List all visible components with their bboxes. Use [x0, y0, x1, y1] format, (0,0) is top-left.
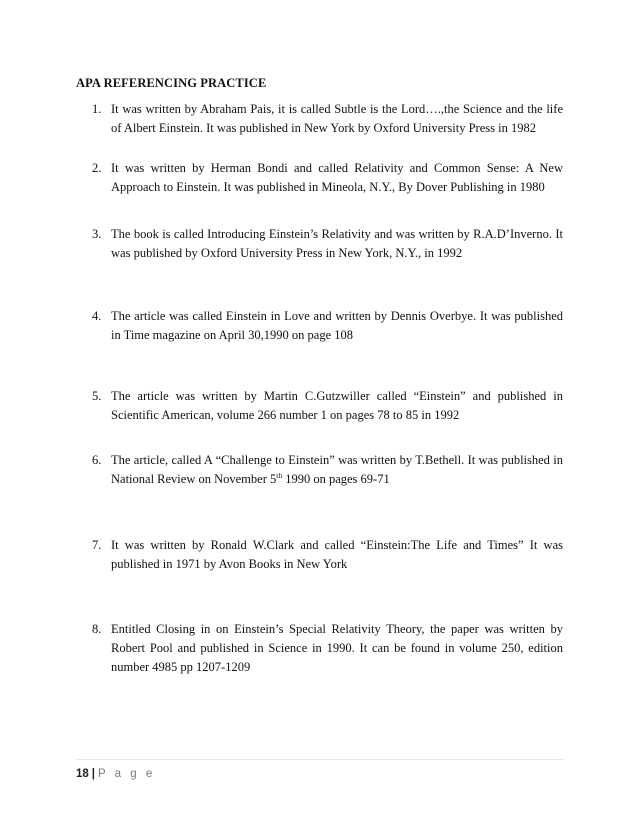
- item-number: 7.: [92, 538, 102, 552]
- item-text: The article was called Einstein in Love and written by Dennis Overbye. It was published in Time magazine on April 30,1990 on page 108: [111, 309, 563, 342]
- item-number: 5.: [92, 389, 102, 403]
- page-label: P a g e: [98, 768, 156, 780]
- item-text: It was written by Herman Bondi and called Relativity and Common Sense: A New Approach to Einstein. It was published in Mineola, N.Y., By Dover Publishing in 1980: [111, 161, 563, 194]
- list-item: [92, 159, 563, 197]
- list-item: [92, 536, 563, 574]
- page-footer: [76, 768, 155, 780]
- item-text: The book is called Introducing Einstein’s Relativity and was written by R.A.D’Inverno. It was published by Oxford University Press in New York, N.Y., in 1992: [111, 227, 563, 260]
- document-heading: APA REFERENCING PRACTICE: [76, 76, 267, 90]
- page-number: 18: [76, 768, 89, 780]
- item-text: It was written by Ronald W.Clark and called “Einstein:The Life and Times” It was published in 1971 by Avon Books in New York: [111, 538, 563, 571]
- item-number: 1.: [92, 102, 102, 116]
- item-number: 8.: [92, 622, 102, 636]
- ordinal-suffix: th: [276, 471, 283, 480]
- list-item: [92, 100, 563, 138]
- item-text: It was written by Abraham Pais, it is called Subtle is the Lord….,the Science and the life of Albert Einstein. It was published in New York by Oxford University Press in 1982: [111, 102, 563, 135]
- item-number: 6.: [92, 453, 102, 467]
- list-item: [92, 225, 563, 263]
- item-text: Entitled Closing in on Einstein’s Special Relativity Theory, the paper was written by Robert Pool and published in Science in 1990. It can be found in volume 250, edition number 4985 pp 1207-1209: [111, 622, 563, 674]
- list-item: [92, 620, 563, 677]
- item-text-main: The article, called A “Challenge to Einstein” was written by T.Bethell. It was published in National Review on November 5: [111, 453, 563, 486]
- item-text: [111, 451, 563, 489]
- list-item: [92, 451, 563, 489]
- item-number: 3.: [92, 227, 102, 241]
- item-text-rest: 1990 on pages 69-71: [282, 472, 390, 486]
- list-item: [92, 307, 563, 345]
- item-text: The article was written by Martin C.Gutzwiller called “Einstein” and published in Scientific American, volume 266 number 1 on pages 78 to 85 in 1992: [111, 389, 563, 422]
- footer-separator: |: [91, 768, 96, 780]
- item-number: 4.: [92, 309, 102, 323]
- footer-divider: [76, 759, 564, 760]
- list-item: [92, 387, 563, 425]
- item-number: 2.: [92, 161, 102, 175]
